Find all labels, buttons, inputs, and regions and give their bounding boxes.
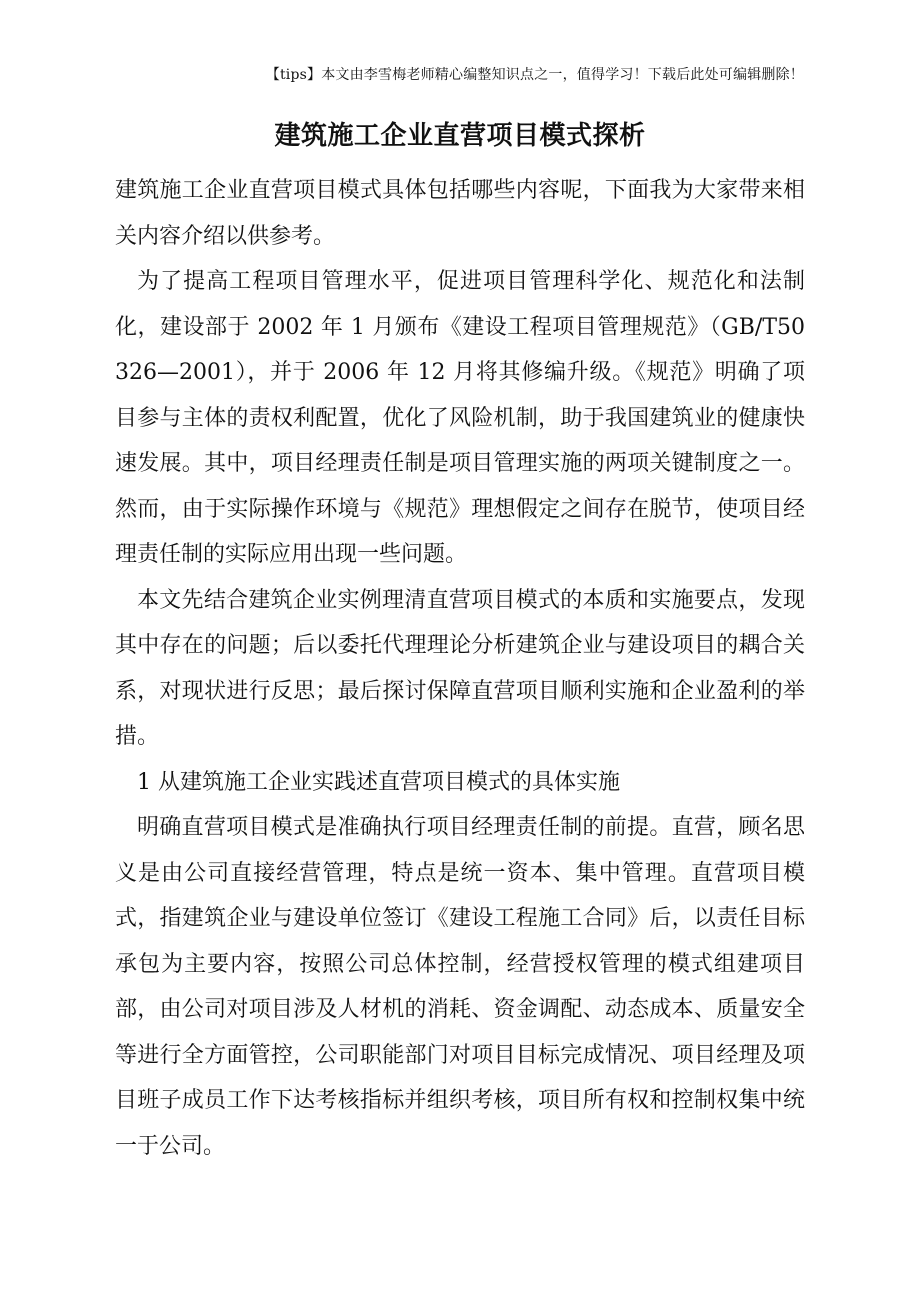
tips-header: 【tips】本文由李雪梅老师精心编整知识点之一，值得学习！下载后此处可编辑删除！ xyxy=(265,67,804,83)
document-title: 建筑施工企业直营项目模式探析 xyxy=(274,121,646,151)
intro-paragraph: 建筑施工企业直营项目模式具体包括哪些内容呢，下面我为大家带来相关内容介绍以供参考。 xyxy=(115,178,805,249)
background-paragraph: 为了提高工程项目管理水平，促进项目管理科学化、规范化和法制化，建设部于 2002 年 1 月颁布《建设工程项目管理规范》（GB/T50326—2001），并于 2006 年 12 月将其修编升级。《规范》明确了项目参与主体的责权利配置，优化了风险机制，助于我国建筑业的健康快速发展。其中，项目经理责任制是项目管理实施的两项关键制度之一。然而，由于实际操作环境与《规范》理想假定之间存在脱节，使项目经理责任制的实际应用出现一些问题。 xyxy=(115,269,805,567)
section-heading: 1 从建筑施工企业实践述直营项目模式的具体实施 xyxy=(137,769,620,795)
document-body xyxy=(115,168,805,1169)
outline-paragraph: 本文先结合建筑企业实例理清直营项目模式的本质和实施要点，发现其中存在的问题；后以委托代理理论分析建筑企业与建设项目的耦合关系，对现状进行反思；最后探讨保障直营项目顺利实施和企业盈利的举措。 xyxy=(115,587,805,749)
section-paragraph: 明确直营项目模式是准确执行项目经理责任制的前提。直营，顾名思义是由公司直接经营管理，特点是统一资本、集中管理。直营项目模式，指建筑企业与建设单位签订《建设工程施工合同》后，以责任目标承包为主要内容，按照公司总体控制，经营授权管理的模式组建项目部，由公司对项目涉及人材机的消耗、资金调配、动态成本、质量安全等进行全方面管控，公司职能部门对项目目标完成情况、项目经理及项目班子成员工作下达考核指标并组织考核，项目所有权和控制权集中统一于公司。 xyxy=(115,815,805,1159)
